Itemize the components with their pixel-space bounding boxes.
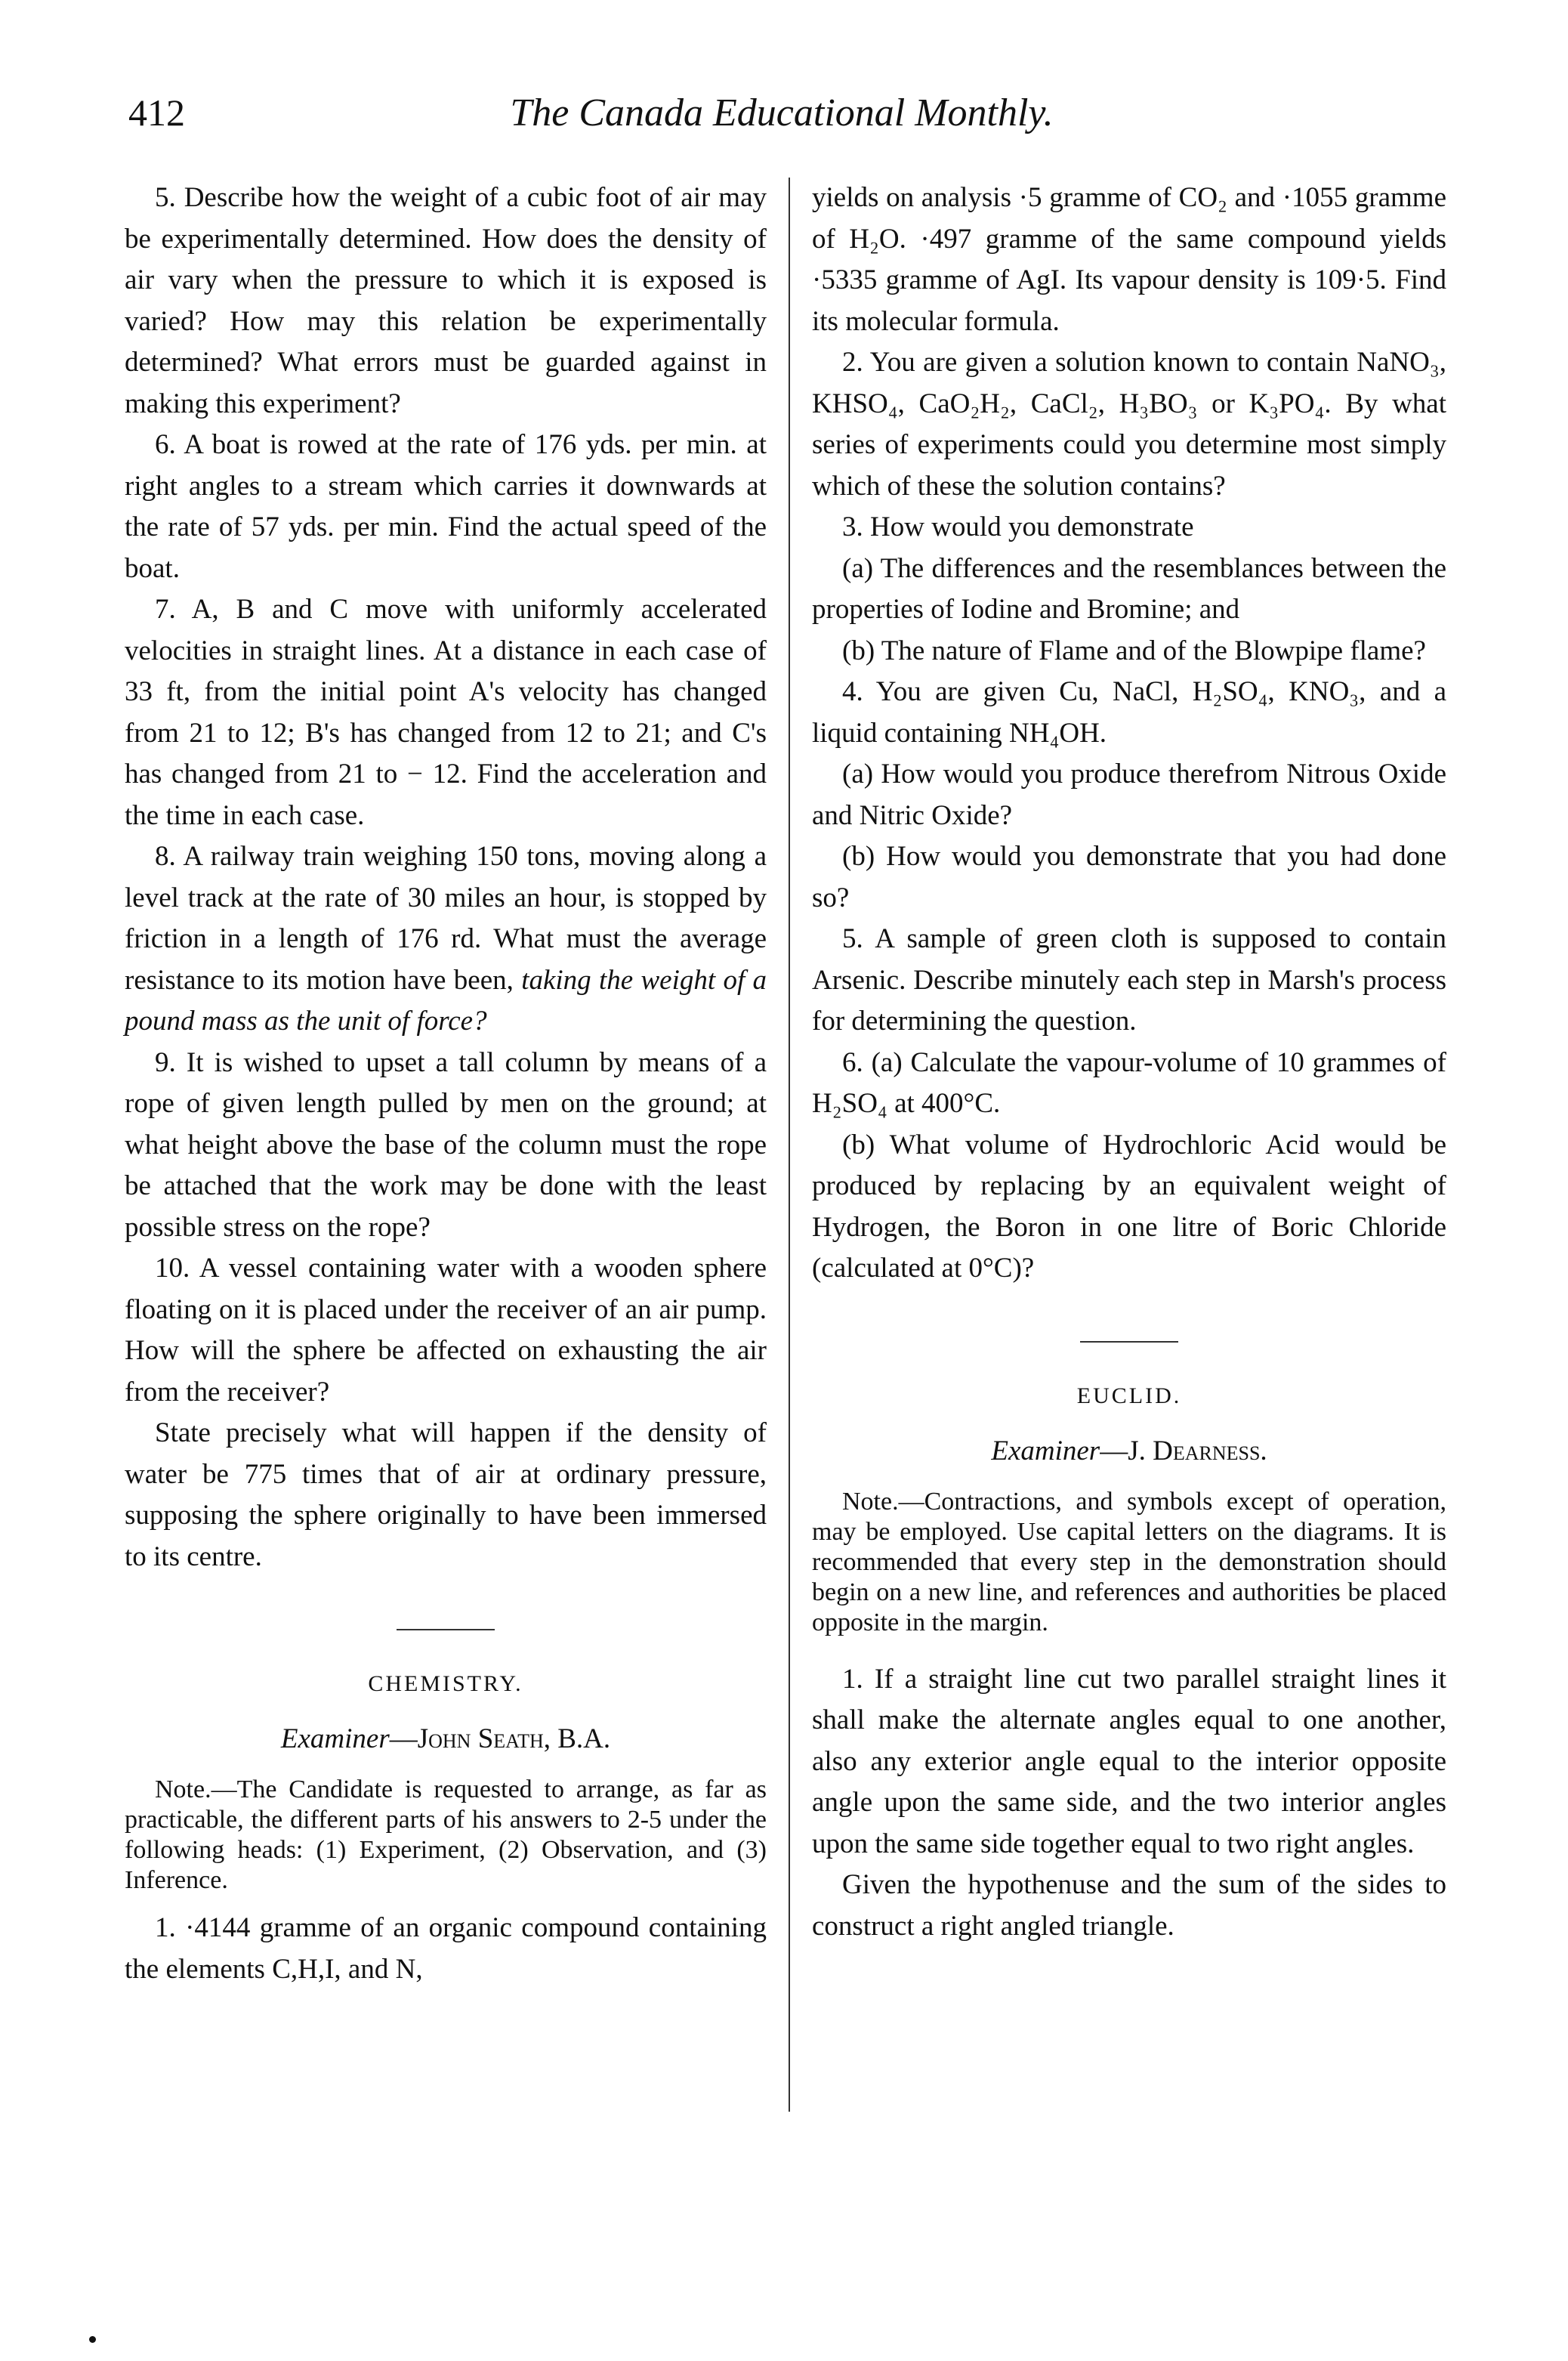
running-title: The Canada Educational Monthly. xyxy=(510,91,1054,134)
physics-question-8-italic: taking the weight of a pound mass as the unit of force? xyxy=(125,964,767,1037)
chemistry-question-5: 5. A sample of green cloth is supposed to contain Arsenic. Describe minutely each step in Marsh's process for determining the question. xyxy=(812,923,1446,1037)
physics-question-10-continued: State precisely what will happen if the density of water be 775 times that of air at ordinary pressure, supposing the sphere originally to have been immersed to its centre. xyxy=(125,1417,767,1572)
chemistry-question-4b: (b) How would you demonstrate that you had done so? xyxy=(812,841,1446,913)
euclid-examiner xyxy=(812,1435,1446,1467)
chemistry-heading: CHEMISTRY. xyxy=(368,1671,523,1696)
chemistry-question-4: 4. You are given Cu, NaCl, H₂SO₄, KNO₃, and a liquid containing NH₄OH. xyxy=(812,676,1446,749)
column-divider xyxy=(789,178,790,2112)
chemistry-question-6b: (b) What volume of Hydrochloric Acid would be produced by replacing by an equivalent weight of Hydrogen, the Boron in one litre of Boric Chloride (calculated at 0°C)? xyxy=(812,1129,1446,1284)
chemistry-question-1-continued: yields on analysis ·5 gramme of CO₂ and ·1055 gramme of H₂O. ·497 gramme of the same compound yields ·5335 gramme of AgI. Its vapour density is 109·5. Find its molecular formula. xyxy=(812,182,1446,337)
chemistry-question-6a: 6. (a) Calculate the vapour-volume of 10 grammes of H₂SO₄ at 400°C. xyxy=(812,1046,1446,1119)
physics-question-5: 5. Describe how the weight of a cubic foot of air may be experimentally determined. How does the density of air vary when the pressure to which it is exposed is varied? How may this relation be experimentally determined? What errors must be guarded against in making this experiment? xyxy=(125,182,767,419)
physics-question-10: 10. A vessel containing water with a wooden sphere floating on it is placed under the receiver of an air pump. How will the sphere be affected on exhausting the air from the receiver? xyxy=(125,1253,767,1408)
running-header xyxy=(128,91,1435,151)
euclid-heading: EUCLID. xyxy=(1076,1383,1182,1408)
physics-question-6: 6. A boat is rowed at the rate of 176 yds. per min. at right angles to a stream which carries it downwards at the rate of 57 yds. per min. Find the actual speed of the boat. xyxy=(125,429,767,584)
examiner-label: Examiner xyxy=(280,1723,390,1754)
chemistry-question-3a: (a) The differences and the resemblances between the properties of Iodine and Bromine; and xyxy=(812,552,1446,625)
examiner-label: Examiner xyxy=(991,1435,1100,1466)
chemistry-examiner xyxy=(125,1723,767,1755)
euclid-question-1-continued: Given the hypothenuse and the sum of the sides to construct a right angled triangle. xyxy=(812,1869,1446,1942)
examiner-name: —J. Dearness. xyxy=(1100,1435,1267,1466)
physics-question-8 xyxy=(125,836,767,1043)
physics-question-8-text: 8. A railway train weighing 150 tons, moving along a level track at the rate of 30 miles an hour, is stopped by friction in a length of 176 rd. What must the average resistance to its motion have been, xyxy=(125,841,767,996)
examiner-name: —John Seath, B.A. xyxy=(389,1723,611,1754)
section-separator xyxy=(1080,1341,1178,1343)
chemistry-question-2: 2. You are given a solution known to contain NaNO₃, KHSO₄, CaO₂H₂, CaCl₂, H₃BO₃ or K₃PO₄. By what series of experiments could you determine most simply which of these the solution contains? xyxy=(812,347,1446,502)
left-column xyxy=(125,178,767,1990)
physics-question-9: 9. It is wished to upset a tall column by means of a rope of given length pulled by men on the ground; at what height above the base of the column must the rope be attached that the work may be done with the least possible stress on the rope? xyxy=(125,1046,767,1243)
euclid-note: Note.—Contractions, and symbols except of operation, may be employed. Use capital letters on the diagrams. It is recommended that every step in the demonstration should begin on a new line, and references and authorities be placed opposite in the margin. xyxy=(812,1487,1446,1636)
page-number: 412 xyxy=(128,91,185,134)
section-separator xyxy=(397,1629,495,1630)
margin-dot xyxy=(89,2336,96,2343)
chemistry-question-3: 3. How would you demonstrate xyxy=(842,511,1194,542)
physics-question-7: 7. A, B and C move with uniformly accelerated velocities in straight lines. At a distance in each case of 33 ft, from the initial point A's velocity has changed from 21 to 12; B's has changed from 12 to 21; and C's has changed from 21 to − 12. Find the acceleration and the time in each case. xyxy=(125,594,767,831)
chemistry-question-3b: (b) The nature of Flame and of the Blowpipe flame? xyxy=(842,635,1426,666)
chemistry-question-4a: (a) How would you produce therefrom Nitrous Oxide and Nitric Oxide? xyxy=(812,759,1446,831)
chemistry-question-1: 1. ·4144 gramme of an organic compound containing the elements C,H,I, and N, xyxy=(125,1912,767,1985)
right-column xyxy=(812,178,1446,1947)
chemistry-note: Note.—The Candidate is requested to arrange, as far as practicable, the different parts of his answers to 2-5 under the following heads: (1) Experiment, (2) Observation, and (3) Inference. xyxy=(125,1775,767,1894)
euclid-question-1: 1. If a straight line cut two parallel straight lines it shall make the alternate angles equal to one another, also any exterior angle equal to the interior opposite angle upon the same side, and the two interior angles upon the same side together equal to two right angles. xyxy=(812,1663,1446,1859)
